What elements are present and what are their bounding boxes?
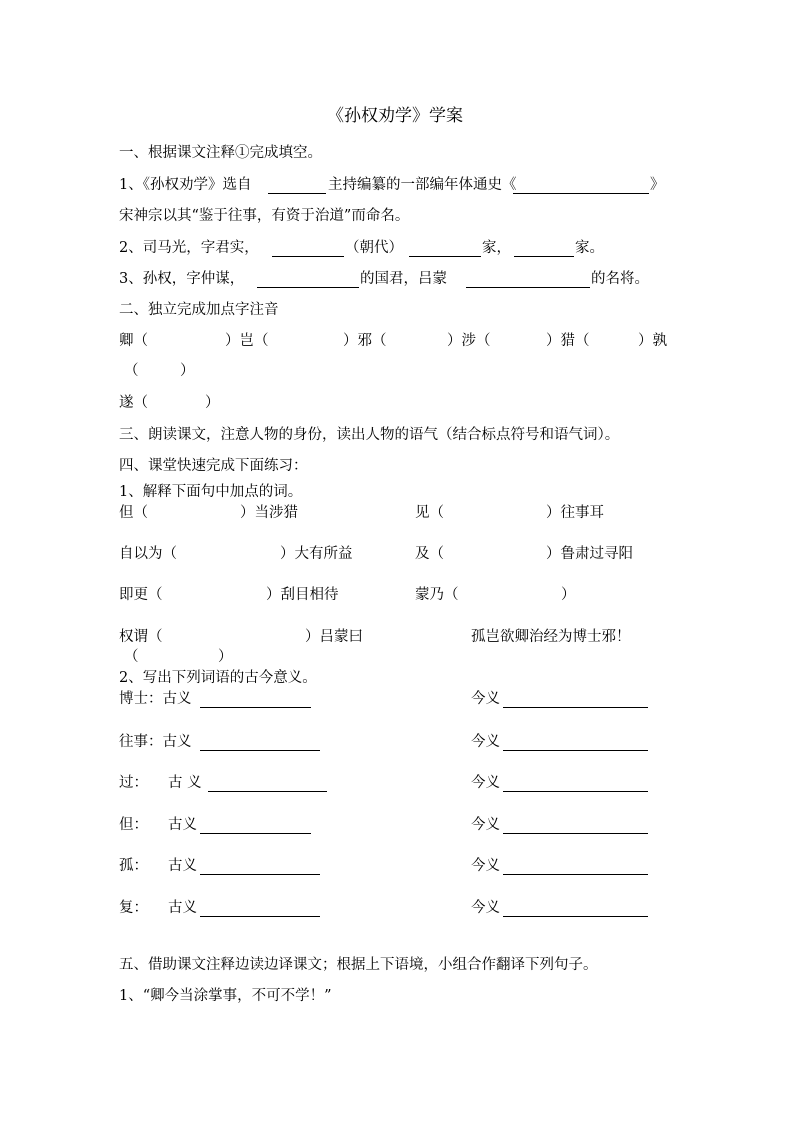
meaning-word: 博士：古义 (119, 691, 192, 707)
q1-text-b: 主持编纂的一部编年体通史《 (328, 177, 517, 193)
word-item: 孤岂欲卿治经为博士邪！ (471, 629, 631, 645)
sub-question-1: 1、解释下面句中加点的词。 (119, 484, 303, 500)
q1-text-c: 》 (650, 177, 665, 193)
blank-profession[interactable] (514, 256, 574, 257)
blank-modern-meaning[interactable] (503, 791, 648, 792)
ancient-label: 古义 (168, 817, 197, 833)
blank-courtesy[interactable] (272, 256, 344, 257)
blank-modern-meaning[interactable] (503, 833, 648, 834)
modern-label: 今义 (471, 734, 500, 750)
pinyin-item: 遂（ (119, 395, 148, 411)
meaning-word: 过： (119, 775, 148, 791)
modern-label: 今义 (471, 691, 500, 707)
pinyin-item: ）邪（ (343, 333, 387, 349)
modern-label: 今义 (471, 817, 500, 833)
q2-text-a: 2、司马光，字君实， (119, 240, 259, 256)
q2-text-d: 家。 (575, 240, 604, 256)
section-4-heading: 四、课堂快速完成下面练习： (119, 458, 308, 474)
modern-label: 今义 (471, 900, 500, 916)
section-3-heading: 三、朗读课文，注意人物的身份，读出人物的语气（结合标点符号和语气词）。 (119, 427, 620, 443)
ancient-label: 古义 (168, 858, 197, 874)
word-item: ） (218, 649, 233, 665)
word-item: 蒙乃（ (415, 587, 459, 603)
q3-text-b: 的国君，吕蒙 (360, 271, 447, 287)
translate-question-1: 1、“卿今当涂掌事，不可不学！” (119, 988, 332, 1004)
section-5-heading: 五、借助课文注释边读边译课文；根据上下语境，小组合作翻译下列句子。 (119, 957, 598, 973)
pinyin-item: ）孰 (638, 333, 667, 349)
word-item: 即更（ (119, 587, 163, 603)
pinyin-paren-close: ） (205, 395, 220, 411)
ancient-label: 古 义 (168, 775, 202, 791)
meaning-word: 孤： (119, 858, 148, 874)
word-item: ）大有所益 (280, 546, 353, 562)
blank-state[interactable] (257, 287, 359, 288)
ancient-label: 古义 (168, 900, 197, 916)
q2-text-c: 家， (482, 240, 511, 256)
blank-ancient-meaning[interactable] (200, 874, 320, 875)
modern-label: 今义 (471, 858, 500, 874)
word-item: ）当涉猎 (240, 505, 298, 521)
modern-label: 今义 (471, 775, 500, 791)
pinyin-paren-open: （ (124, 363, 139, 379)
word-item: 及（ (415, 546, 444, 562)
q1-text-a: 1、《孙权劝学》选自 (119, 177, 252, 193)
blank-ancient-meaning[interactable] (200, 916, 320, 917)
blank-ancient-meaning[interactable] (200, 750, 320, 751)
blank-general[interactable] (466, 287, 590, 288)
word-item: 自以为（ (119, 546, 177, 562)
section-2-heading: 二、独立完成加点字注音 (119, 302, 279, 318)
blank-dynasty[interactable] (409, 256, 481, 257)
blank-compiler[interactable] (268, 193, 326, 194)
blank-modern-meaning[interactable] (503, 916, 648, 917)
word-item: 见（ (415, 505, 444, 521)
blank-modern-meaning[interactable] (503, 750, 648, 751)
pinyin-item: ）猎（ (546, 333, 590, 349)
blank-ancient-meaning[interactable] (200, 833, 311, 834)
blank-ancient-meaning[interactable] (200, 707, 311, 708)
q1-text-line2: 宋神宗以其“鉴于往事，有资于治道”而命名。 (119, 208, 410, 224)
pinyin-paren-close: ） (180, 363, 195, 379)
section-1-heading: 一、根据课文注释①完成填空。 (119, 145, 322, 161)
word-item: 权谓（ (119, 629, 163, 645)
meaning-word: 复： (119, 900, 148, 916)
word-item: 但（ (119, 505, 148, 521)
sub-question-2: 2、写出下列词语的古今意义。 (119, 670, 317, 686)
q3-text-c: 的名将。 (591, 271, 649, 287)
word-item: ）吕蒙曰 (305, 629, 363, 645)
blank-book-name[interactable] (513, 193, 649, 194)
page-title: 《孙权劝学》学案 (327, 106, 463, 126)
blank-ancient-meaning[interactable] (208, 791, 327, 792)
pinyin-item: ）岂（ (225, 333, 269, 349)
word-item: ）刮目相待 (266, 587, 339, 603)
word-item: ） (561, 587, 576, 603)
q2-text-b: （朝代） (345, 240, 403, 256)
blank-modern-meaning[interactable] (503, 707, 648, 708)
word-item: （ (124, 649, 139, 665)
pinyin-item: ）涉（ (447, 333, 491, 349)
blank-modern-meaning[interactable] (503, 874, 648, 875)
pinyin-item: 卿（ (119, 333, 148, 349)
meaning-word: 往事：古义 (119, 734, 192, 750)
meaning-word: 但： (119, 817, 148, 833)
q3-text-a: 3、孙权，字仲谋， (119, 271, 245, 287)
word-item: ）鲁肃过寻阳 (546, 546, 633, 562)
word-item: ）往事耳 (546, 505, 604, 521)
